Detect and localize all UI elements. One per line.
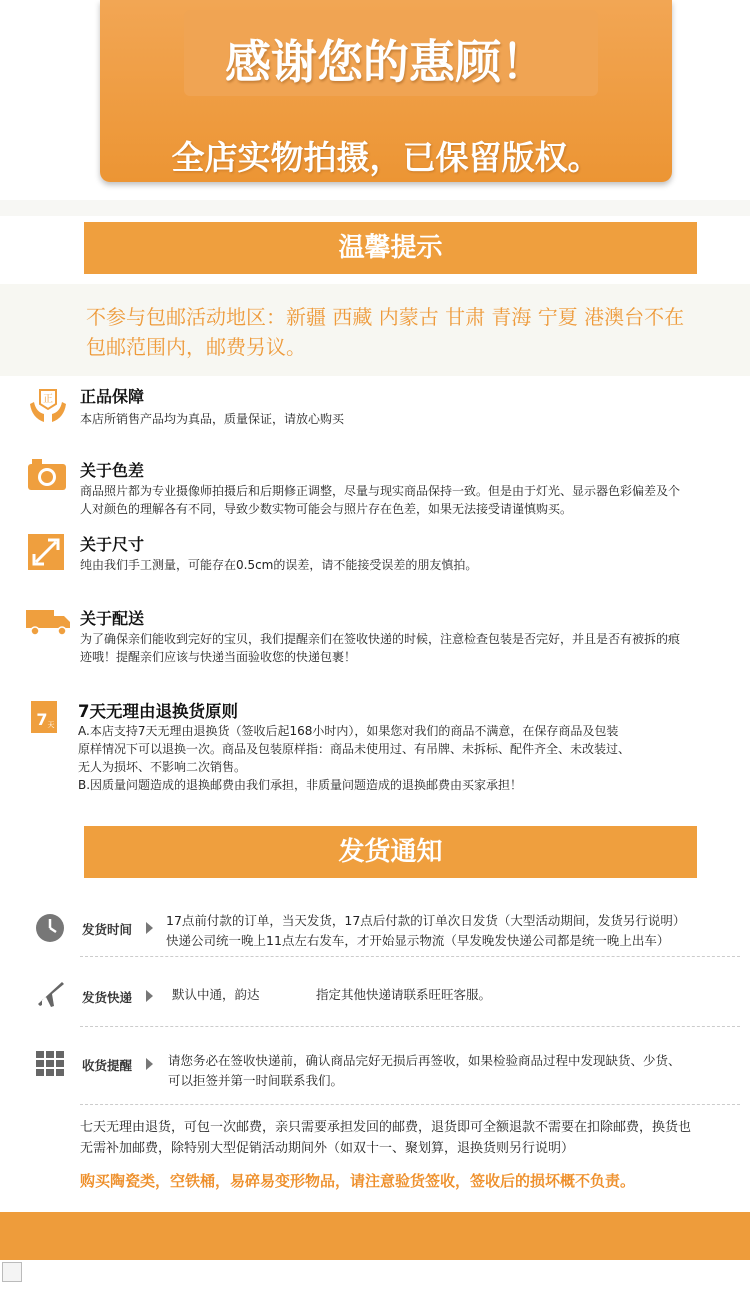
policy-title: 关于尺寸 xyxy=(80,535,145,554)
policy-body-line: 无人为损坏、不影响二次销售。 xyxy=(78,760,247,774)
svg-text:正: 正 xyxy=(43,394,53,405)
bottom-bar xyxy=(0,1212,750,1260)
ship-text xyxy=(166,911,726,951)
truck-icon xyxy=(24,606,72,644)
camera-icon xyxy=(26,456,70,494)
policy-body: 商品照片都为专业摄像师拍摄后和后期修正调整，尽量与现实商品保持一致。但是由于灯光、显示器色彩偏差及个人对颜色的理解各有不同，导致少数实物可能会与照片存在色差，如果无法接受请谨慎购买。 xyxy=(80,484,681,516)
ship-text-line: 快递公司统一晚上11点左右发车，才开始显示物流（早发晚发快递公司都是统一晚上出车） xyxy=(166,933,670,948)
policy-title: 关于色差 xyxy=(80,461,145,480)
fragile-warning: 购买陶瓷类，空铁桶，易碎易变形物品，请注意验货签收，签收后的损坏概不负责。 xyxy=(80,1172,636,1190)
ship-text-line: 请您务必在签收快递前，确认商品完好无损后再签收，如果检验商品过程中发现缺货、少货、 xyxy=(168,1053,681,1068)
banner-title: 感谢您的惠顾！ xyxy=(225,35,547,89)
thank-you-banner xyxy=(100,0,672,182)
ship-text-line: 可以拒签并第一时间联系我们。 xyxy=(168,1073,344,1088)
policy-title: 7天无理由退换货原则 xyxy=(78,702,238,721)
airplane-icon xyxy=(34,978,66,1010)
caret-right-icon xyxy=(146,990,153,1002)
caret-right-icon xyxy=(146,922,153,934)
shipping-region-notice: 不参与包邮活动地区：新疆 西藏 内蒙古 甘肃 青海 宁夏 港澳台不在包邮范围内，邮费另议。 xyxy=(86,305,685,359)
return-shipping-note xyxy=(80,1117,720,1159)
ship-label: 发货时间 xyxy=(82,922,133,937)
policy-title: 正品保障 xyxy=(80,387,145,406)
ship-text-line: 17点前付款的订单，当天发货，17点后付款的订单次日发货（大型活动期间，发货另行说明） xyxy=(166,913,686,928)
policy-body-line: 原样情况下可以退换一次。商品及包装原样指：商品未使用过、有吊牌、未拆标、配件齐全、未改装过、 xyxy=(78,742,631,756)
policy-body: 本店所销售产品均为真品，质量保证，请放心购买 xyxy=(80,412,345,426)
ship-text xyxy=(168,1051,728,1091)
tips-header: 温馨提示 xyxy=(84,222,697,274)
policy-body-line: B.因质量问题造成的退换邮费由我们承担，非质量问题造成的退换邮费由买家承担！ xyxy=(78,778,523,792)
resize-arrow-icon xyxy=(26,532,70,570)
caret-right-icon xyxy=(146,1058,153,1070)
policy-body xyxy=(78,722,688,794)
seven-day-icon xyxy=(30,700,60,736)
ship-label: 发货快递 xyxy=(82,990,133,1005)
ship-label: 收货提醒 xyxy=(82,1058,133,1073)
return-note-line: 无需补加邮费，除特别大型促销活动期间外（如双十一、聚划算，退换货则另行说明） xyxy=(80,1141,575,1156)
svg-text:天: 天 xyxy=(47,721,55,729)
svg-text:7: 7 xyxy=(36,710,48,729)
divider-strip xyxy=(0,200,750,216)
other-courier-text: 指定其他快递请联系旺旺客服。 xyxy=(316,987,492,1002)
banner-subtitle: 全店实物拍摄，已保留版权。 xyxy=(171,138,601,177)
default-courier-text: 默认中通，韵达 xyxy=(172,987,260,1002)
hands-genuine-icon xyxy=(26,386,70,424)
divider xyxy=(80,1026,740,1027)
policy-body-line: A.本店支持7天无理由退换货（签收后起168小时内），如果您对我们的商品不满意，在保存商品及包装 xyxy=(78,724,619,738)
divider xyxy=(80,956,740,957)
policy-body: 为了确保亲们能收到完好的宝贝，我们提醒亲们在签收快递的时候，注意检查包装是否完好，并且是否有被拆的痕迹哦！提醒亲们应该与快递当面验收您的快递包裹！ xyxy=(80,632,681,664)
policy-title: 关于配送 xyxy=(80,609,145,628)
policy-body: 纯由我们手工测量，可能存在0.5cm的误差，请不能接受误差的朋友慎拍。 xyxy=(80,558,478,572)
divider xyxy=(80,1104,740,1105)
clock-icon xyxy=(34,912,66,944)
shipping-header: 发货通知 xyxy=(84,826,697,878)
grid-icon xyxy=(34,1048,66,1080)
return-note-line: 七天无理由退货，可包一次邮费，亲只需要承担发回的邮费，退货即可全额退款不需要在扣除邮费，换货也 xyxy=(80,1120,692,1135)
broken-image-icon xyxy=(2,1262,22,1282)
